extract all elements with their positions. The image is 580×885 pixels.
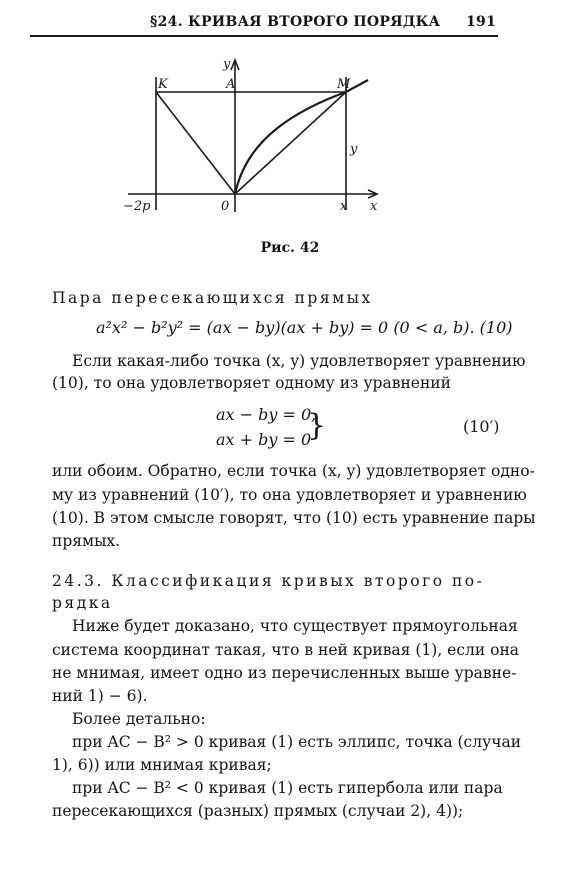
paragraph-line: Ниже будет доказано, что существует прямоугольная — [72, 617, 518, 635]
system-brace: } — [307, 408, 327, 443]
paragraph-line: пересекающихся (разных) прямых (случаи 2), 4)); — [52, 802, 464, 820]
system-eq-2: ax + by = 0 — [216, 430, 312, 449]
section-heading-cont: рядка — [52, 594, 113, 612]
paragraph-line: прямых. — [52, 532, 121, 550]
running-header: §24. КРИВАЯ ВТОРОГО ПОРЯДКА — [150, 14, 441, 30]
label-x-axis: x — [370, 199, 378, 214]
paragraph-line: или обоим. Обратно, если точка (x, y) удовлетворяет одно- — [52, 462, 535, 480]
label-M: M — [337, 77, 351, 92]
label-x-tick: x — [340, 199, 348, 214]
parabola-curve — [235, 80, 368, 194]
figure-42 — [118, 52, 398, 222]
subsection-title: Пара пересекающихся прямых — [52, 289, 373, 307]
equation-10: a²x² − b²y² = (ax − by)(ax + by) = 0 (0 < a, b). (10) — [96, 318, 513, 337]
label-y-axis: y — [223, 57, 231, 72]
paragraph-line: (10), то она удовлетворяет одному из уравнений — [52, 374, 451, 392]
label-origin: 0 — [221, 199, 230, 214]
equation-number-10prime: (10′) — [463, 417, 500, 436]
page-number: 191 — [466, 14, 497, 30]
line-K-O — [156, 92, 235, 194]
paragraph-line: (10). В этом смысле говорят, что (10) есть уравнение пары — [52, 509, 536, 527]
paragraph-line: при AC − B² > 0 кривая (1) есть эллипс, точка (случаи — [72, 733, 522, 751]
paragraph-line: не мнимая, имеет одно из перечисленных выше уравне- — [52, 664, 517, 682]
paragraph-line: Более детально: — [72, 710, 206, 728]
figure-caption: Рис. 42 — [260, 240, 320, 256]
paragraph-line: Если какая-либо точка (x, y) удовлетворяет уравнению — [72, 352, 526, 370]
paragraph-line: при AC − B² < 0 кривая (1) есть гипербола или пара — [72, 779, 503, 797]
system-eq-1: ax − by = 0, — [216, 405, 317, 424]
paragraph-line: ний 1) − 6). — [52, 687, 148, 705]
label-A: A — [226, 77, 236, 92]
section-heading: 24.3. Классификация кривых второго по- — [52, 572, 485, 590]
label-K: K — [158, 77, 168, 92]
label-neg-2p: −2p — [123, 199, 151, 214]
line-O-M — [235, 92, 346, 194]
header-rule — [30, 35, 498, 37]
paragraph-line: му из уравнений (10′), то она удовлетворяет и уравнению — [52, 486, 527, 504]
label-y-segment: y — [350, 142, 358, 157]
paragraph-line: 1), 6)) или мнимая кривая; — [52, 756, 272, 774]
paragraph-line: система координат такая, что в ней кривая (1), если она — [52, 641, 520, 659]
